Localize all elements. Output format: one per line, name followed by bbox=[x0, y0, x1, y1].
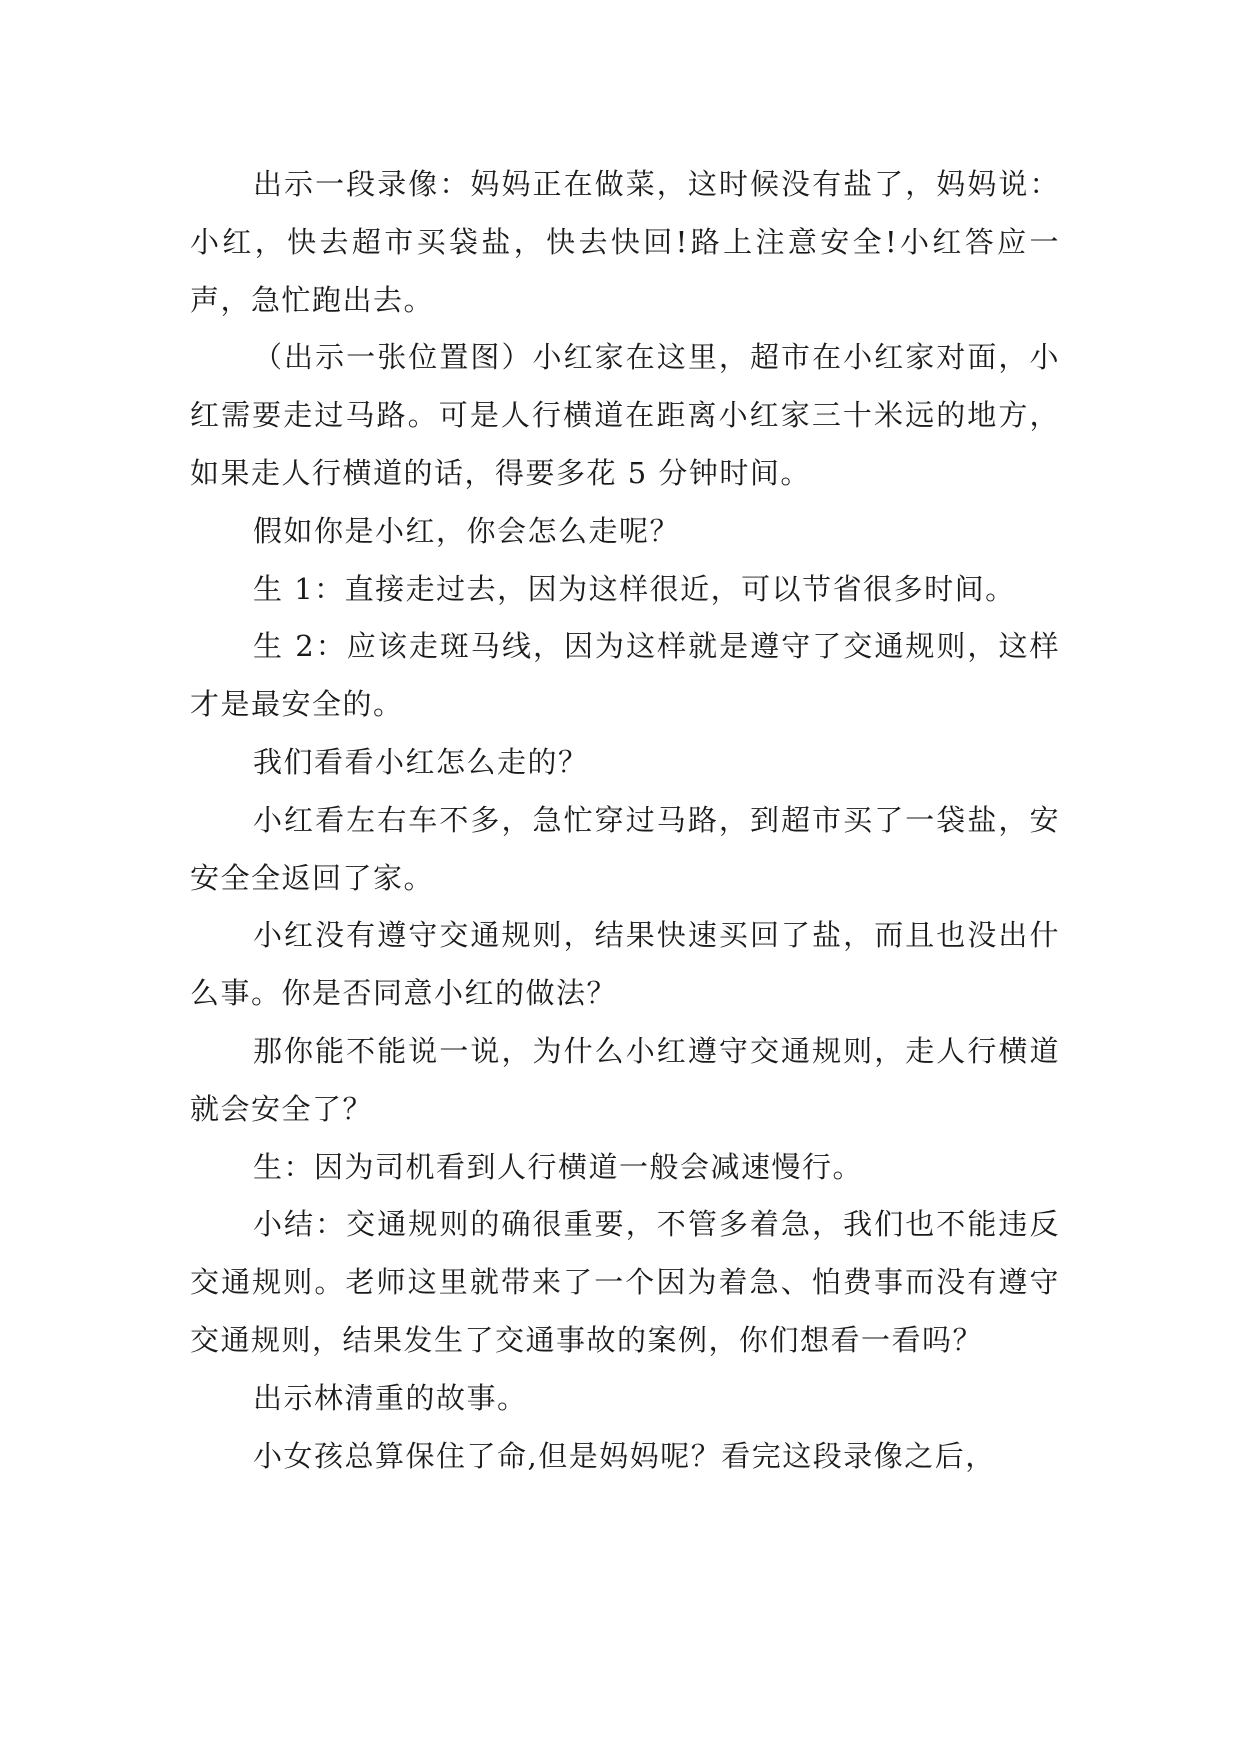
paragraph-student-1: 生 1：直接走过去，因为这样很近，可以节省很多时间。 bbox=[253, 571, 1016, 606]
paragraph-story: 出示林清重的故事。 bbox=[253, 1380, 528, 1415]
paragraph-crossing: 小红看左右车不多，急忙穿过马路，到超市买了一袋盐，安安全全返回了家。 bbox=[190, 802, 1060, 895]
paragraph-question: 假如你是小红，你会怎么走呢？ bbox=[253, 513, 681, 548]
paragraph-summary: 小结：交通规则的确很重要，不管多着急，我们也不能违反交通规则。老师这里就带来了一个因为着急、怕费事而没有遵守交通规则，结果发生了交通事故的案例，你们想看一看吗？ bbox=[190, 1207, 1060, 1357]
paragraph-student-2: 生 2：应该走斑马线，因为这样就是遵守了交通规则，这样才是最安全的。 bbox=[190, 629, 1060, 722]
paragraph-agree-question: 小红没有遵守交通规则，结果快速买回了盐，而且也没出什么事。你是否同意小红的做法？ bbox=[190, 918, 1060, 1011]
paragraph-student-answer: 生：因为司机看到人行横道一般会减速慢行。 bbox=[253, 1149, 864, 1184]
document-body bbox=[190, 156, 1060, 1485]
paragraph-location-map: （出示一张位置图）小红家在这里，超市在小红家对面，小红需要走过马路。可是人行横道在距离小红家三十米远的地方，如果走人行横道的话，得要多花 5 分钟时间。 bbox=[190, 340, 1060, 490]
paragraph-video-intro: 出示一段录像：妈妈正在做菜，这时候没有盐了，妈妈说：小红，快去超市买袋盐，快去快回!路上注意安全!小红答应一声，急忙跑出去。 bbox=[190, 167, 1060, 317]
paragraph-why-safe: 那你能不能说一说，为什么小红遵守交通规则，走人行横道就会安全了？ bbox=[190, 1033, 1060, 1126]
paragraph-look-how: 我们看看小红怎么走的？ bbox=[253, 744, 589, 779]
paragraph-ending: 小女孩总算保住了命,但是妈妈呢？看完这段录像之后， bbox=[253, 1438, 996, 1473]
